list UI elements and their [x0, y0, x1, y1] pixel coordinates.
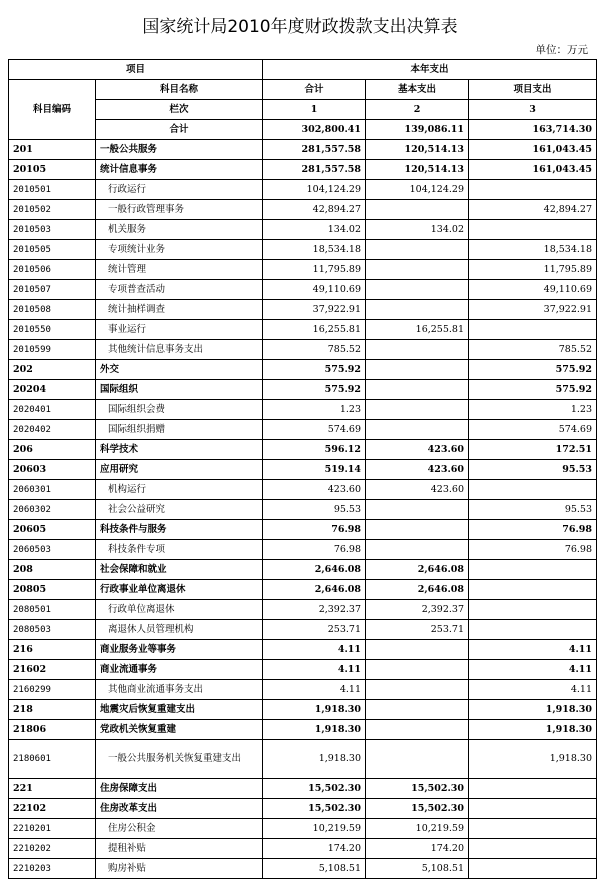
project-cell	[469, 620, 597, 640]
total-cell: 575.92	[263, 360, 366, 380]
code-cell: 22102	[9, 799, 96, 819]
total-cell: 2,646.08	[263, 580, 366, 600]
project-cell	[469, 580, 597, 600]
project-cell	[469, 600, 597, 620]
project-cell: 1.23	[469, 400, 597, 420]
project-cell: 4.11	[469, 680, 597, 700]
project-cell: 76.98	[469, 520, 597, 540]
code-cell: 2210202	[9, 839, 96, 859]
basic-cell	[366, 700, 469, 720]
project-cell: 575.92	[469, 360, 597, 380]
code-cell: 2010501	[9, 180, 96, 200]
table-row	[9, 160, 597, 180]
total-cell: 37,922.91	[263, 300, 366, 320]
name-cell: 行政单位离退休	[96, 600, 263, 620]
total-cell: 423.60	[263, 480, 366, 500]
name-cell: 党政机关恢复重建	[96, 720, 263, 740]
project-cell	[469, 480, 597, 500]
code-cell: 2010599	[9, 340, 96, 360]
basic-cell: 134.02	[366, 220, 469, 240]
header-current-year: 本年支出	[263, 60, 597, 80]
code-cell: 216	[9, 640, 96, 660]
code-cell: 2020401	[9, 400, 96, 420]
project-cell	[469, 320, 597, 340]
name-cell: 一般行政管理事务	[96, 200, 263, 220]
project-cell	[469, 799, 597, 819]
name-cell: 统计管理	[96, 260, 263, 280]
table-row	[9, 819, 597, 839]
total-cell: 253.71	[263, 620, 366, 640]
basic-cell	[366, 340, 469, 360]
basic-cell	[366, 300, 469, 320]
code-cell: 20605	[9, 520, 96, 540]
total-cell: 2,646.08	[263, 560, 366, 580]
total-cell: 785.52	[263, 340, 366, 360]
total-cell: 95.53	[263, 500, 366, 520]
basic-cell	[366, 660, 469, 680]
basic-cell	[366, 260, 469, 280]
basic-cell: 2,646.08	[366, 580, 469, 600]
name-cell: 专项普查活动	[96, 280, 263, 300]
name-cell: 外交	[96, 360, 263, 380]
code-cell: 2080501	[9, 600, 96, 620]
basic-cell	[366, 200, 469, 220]
header-subject-code: 科目编码	[9, 80, 96, 140]
table-row	[9, 140, 597, 160]
basic-cell: 15,502.30	[366, 799, 469, 819]
total-cell: 1.23	[263, 400, 366, 420]
header-col3: 3	[469, 100, 597, 120]
name-cell: 应用研究	[96, 460, 263, 480]
name-cell: 商业流通事务	[96, 660, 263, 680]
project-cell: 161,043.45	[469, 140, 597, 160]
code-cell: 21602	[9, 660, 96, 680]
total-cell: 281,557.58	[263, 160, 366, 180]
table-row	[9, 220, 597, 240]
project-cell	[469, 560, 597, 580]
total-cell: 104,124.29	[263, 180, 366, 200]
basic-cell	[366, 240, 469, 260]
table-row	[9, 600, 597, 620]
table-row	[9, 680, 597, 700]
table-row	[9, 700, 597, 720]
total-total: 302,800.41	[263, 120, 366, 140]
code-cell: 2180601	[9, 740, 96, 779]
project-cell: 4.11	[469, 660, 597, 680]
basic-cell: 423.60	[366, 440, 469, 460]
table-row	[9, 200, 597, 220]
name-cell: 国际组织会费	[96, 400, 263, 420]
total-cell: 4.11	[263, 660, 366, 680]
project-cell: 1,918.30	[469, 740, 597, 779]
table-row	[9, 660, 597, 680]
total-cell: 1,918.30	[263, 720, 366, 740]
name-cell: 地震灾后恢复重建支出	[96, 700, 263, 720]
table-row	[9, 380, 597, 400]
project-cell: 49,110.69	[469, 280, 597, 300]
basic-cell	[366, 680, 469, 700]
total-row	[9, 120, 597, 140]
basic-cell	[366, 500, 469, 520]
code-cell: 2010550	[9, 320, 96, 340]
table-row	[9, 799, 597, 819]
expenditure-table	[8, 59, 597, 879]
basic-cell	[366, 640, 469, 660]
total-cell: 15,502.30	[263, 799, 366, 819]
basic-cell: 2,392.37	[366, 600, 469, 620]
table-row	[9, 440, 597, 460]
basic-cell	[366, 280, 469, 300]
total-basic: 139,086.11	[366, 120, 469, 140]
project-cell: 95.53	[469, 500, 597, 520]
project-cell: 1,918.30	[469, 700, 597, 720]
basic-cell: 16,255.81	[366, 320, 469, 340]
name-cell: 科学技术	[96, 440, 263, 460]
total-cell: 4.11	[263, 680, 366, 700]
name-cell: 购房补贴	[96, 859, 263, 879]
code-cell: 2080503	[9, 620, 96, 640]
code-cell: 2210201	[9, 819, 96, 839]
project-cell: 11,795.89	[469, 260, 597, 280]
header-col1: 1	[263, 100, 366, 120]
basic-cell: 423.60	[366, 460, 469, 480]
basic-cell	[366, 720, 469, 740]
name-cell: 离退休人员管理机构	[96, 620, 263, 640]
table-row	[9, 460, 597, 480]
name-cell: 商业服务业等事务	[96, 640, 263, 660]
name-cell: 住房改革支出	[96, 799, 263, 819]
code-cell: 2010507	[9, 280, 96, 300]
header-basic: 基本支出	[366, 80, 469, 100]
code-cell: 2060503	[9, 540, 96, 560]
basic-cell	[366, 360, 469, 380]
header-subject-name: 科目名称	[96, 80, 263, 100]
basic-cell: 104,124.29	[366, 180, 469, 200]
total-cell: 76.98	[263, 540, 366, 560]
code-cell: 20105	[9, 160, 96, 180]
name-cell: 统计信息事务	[96, 160, 263, 180]
basic-cell	[366, 740, 469, 779]
basic-cell: 120,514.13	[366, 160, 469, 180]
project-cell: 4.11	[469, 640, 597, 660]
name-cell: 行政事业单位离退休	[96, 580, 263, 600]
code-cell: 20805	[9, 580, 96, 600]
table-row	[9, 300, 597, 320]
code-cell: 218	[9, 700, 96, 720]
code-cell: 20204	[9, 380, 96, 400]
header-row-1	[9, 60, 597, 80]
code-cell: 2010503	[9, 220, 96, 240]
name-cell: 社会保障和就业	[96, 560, 263, 580]
total-label: 合计	[96, 120, 263, 140]
total-cell: 5,108.51	[263, 859, 366, 879]
table-row	[9, 340, 597, 360]
page-title: 国家统计局2010年度财政拨款支出决算表	[142, 17, 458, 37]
table-row	[9, 540, 597, 560]
project-cell: 161,043.45	[469, 160, 597, 180]
code-cell: 2010508	[9, 300, 96, 320]
total-cell: 134.02	[263, 220, 366, 240]
name-cell: 国际组织	[96, 380, 263, 400]
project-cell	[469, 859, 597, 879]
table-row	[9, 620, 597, 640]
total-cell: 574.69	[263, 420, 366, 440]
name-cell: 专项统计业务	[96, 240, 263, 260]
total-cell: 174.20	[263, 839, 366, 859]
table-row	[9, 640, 597, 660]
project-cell: 575.92	[469, 380, 597, 400]
header-total: 合计	[263, 80, 366, 100]
name-cell: 行政运行	[96, 180, 263, 200]
name-cell: 机关服务	[96, 220, 263, 240]
table-row	[9, 180, 597, 200]
total-cell: 2,392.37	[263, 600, 366, 620]
header-row-2	[9, 80, 597, 100]
table-row	[9, 500, 597, 520]
table-row	[9, 580, 597, 600]
table-row	[9, 400, 597, 420]
project-cell: 95.53	[469, 460, 597, 480]
code-cell: 2160299	[9, 680, 96, 700]
code-cell: 206	[9, 440, 96, 460]
name-cell: 社会公益研究	[96, 500, 263, 520]
project-cell	[469, 220, 597, 240]
total-cell: 575.92	[263, 380, 366, 400]
basic-cell	[366, 520, 469, 540]
project-cell: 785.52	[469, 340, 597, 360]
code-cell: 2010506	[9, 260, 96, 280]
name-cell: 其他统计信息事务支出	[96, 340, 263, 360]
name-cell: 住房保障支出	[96, 779, 263, 799]
name-cell: 一般公共服务机关恢复重建支出	[96, 740, 263, 779]
project-cell: 18,534.18	[469, 240, 597, 260]
total-cell: 4.11	[263, 640, 366, 660]
header-column-no: 栏次	[96, 100, 263, 120]
name-cell: 其他商业流通事务支出	[96, 680, 263, 700]
basic-cell: 174.20	[366, 839, 469, 859]
total-project: 163,714.30	[469, 120, 597, 140]
code-cell: 2060301	[9, 480, 96, 500]
unit-label: 单位：万元	[535, 44, 588, 56]
table-row	[9, 520, 597, 540]
total-cell: 42,894.27	[263, 200, 366, 220]
table-row	[9, 859, 597, 879]
table-row	[9, 480, 597, 500]
project-cell	[469, 819, 597, 839]
total-cell: 49,110.69	[263, 280, 366, 300]
name-cell: 提租补贴	[96, 839, 263, 859]
code-cell: 201	[9, 140, 96, 160]
total-cell: 15,502.30	[263, 779, 366, 799]
table-row	[9, 360, 597, 380]
project-cell	[469, 839, 597, 859]
name-cell: 国际组织捐赠	[96, 420, 263, 440]
name-cell: 住房公积金	[96, 819, 263, 839]
total-cell: 1,918.30	[263, 740, 366, 779]
code-cell: 2020402	[9, 420, 96, 440]
code-cell: 2210203	[9, 859, 96, 879]
project-cell: 1,918.30	[469, 720, 597, 740]
total-cell: 18,534.18	[263, 240, 366, 260]
basic-cell: 253.71	[366, 620, 469, 640]
project-cell	[469, 779, 597, 799]
code-cell: 21806	[9, 720, 96, 740]
basic-cell	[366, 400, 469, 420]
table-row	[9, 779, 597, 799]
basic-cell: 423.60	[366, 480, 469, 500]
table-row	[9, 320, 597, 340]
basic-cell: 2,646.08	[366, 560, 469, 580]
basic-cell: 15,502.30	[366, 779, 469, 799]
table-row	[9, 280, 597, 300]
basic-cell: 5,108.51	[366, 859, 469, 879]
total-cell: 596.12	[263, 440, 366, 460]
name-cell: 科技条件与服务	[96, 520, 263, 540]
name-cell: 一般公共服务	[96, 140, 263, 160]
basic-cell	[366, 380, 469, 400]
header-project: 项目支出	[469, 80, 597, 100]
code-cell: 221	[9, 779, 96, 799]
total-cell: 10,219.59	[263, 819, 366, 839]
basic-cell: 120,514.13	[366, 140, 469, 160]
name-cell: 科技条件专项	[96, 540, 263, 560]
project-cell: 172.51	[469, 440, 597, 460]
table-row	[9, 839, 597, 859]
table-row	[9, 240, 597, 260]
total-cell: 16,255.81	[263, 320, 366, 340]
table-row	[9, 720, 597, 740]
code-cell: 2010505	[9, 240, 96, 260]
table-row	[9, 560, 597, 580]
header-col2: 2	[366, 100, 469, 120]
code-cell: 20603	[9, 460, 96, 480]
code-cell: 2010502	[9, 200, 96, 220]
basic-cell	[366, 540, 469, 560]
header-item: 项目	[9, 60, 263, 80]
total-cell: 1,918.30	[263, 700, 366, 720]
code-cell: 208	[9, 560, 96, 580]
table-row	[9, 420, 597, 440]
total-cell: 76.98	[263, 520, 366, 540]
basic-cell: 10,219.59	[366, 819, 469, 839]
project-cell: 42,894.27	[469, 200, 597, 220]
project-cell: 574.69	[469, 420, 597, 440]
project-cell: 76.98	[469, 540, 597, 560]
header-row-3	[9, 100, 597, 120]
total-cell: 11,795.89	[263, 260, 366, 280]
code-cell: 2060302	[9, 500, 96, 520]
code-cell: 202	[9, 360, 96, 380]
total-cell: 519.14	[263, 460, 366, 480]
name-cell: 统计抽样调查	[96, 300, 263, 320]
name-cell: 机构运行	[96, 480, 263, 500]
table-row	[9, 740, 597, 779]
name-cell: 事业运行	[96, 320, 263, 340]
project-cell	[469, 180, 597, 200]
project-cell: 37,922.91	[469, 300, 597, 320]
basic-cell	[366, 420, 469, 440]
table-row	[9, 260, 597, 280]
total-cell: 281,557.58	[263, 140, 366, 160]
